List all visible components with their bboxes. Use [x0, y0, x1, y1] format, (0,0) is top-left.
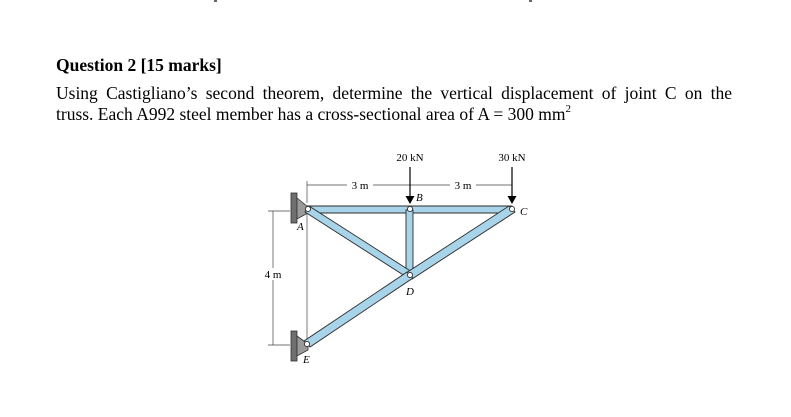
joint-label-b: B	[416, 192, 423, 204]
pin-d	[407, 272, 412, 277]
pin-e	[304, 341, 309, 346]
span-2-label: 3 m	[454, 180, 472, 192]
joint-label-e: E	[303, 354, 310, 366]
member-cd	[406, 206, 515, 279]
member-ad	[305, 206, 412, 278]
joint-label-c: C	[520, 206, 528, 218]
member-ab	[307, 206, 410, 213]
area-unit-superscript: 2	[565, 103, 571, 116]
truss-figure	[250, 145, 550, 375]
cropped-text-remnants	[0, 0, 791, 6]
question-text-line-2-body: truss. Each A992 steel member has a cross-sectional area of A = 300 mm	[56, 104, 566, 124]
load-label-c: 30 kN	[498, 152, 526, 164]
pin-a	[305, 206, 310, 211]
truss-diagram	[250, 145, 550, 375]
span-1-label: 3 m	[351, 180, 369, 192]
joint-label-d: D	[406, 286, 414, 298]
question-heading: Question 2 [15 marks]	[56, 55, 222, 75]
load-arrow-b	[406, 167, 415, 204]
member-bd	[406, 210, 413, 276]
pin-b	[407, 206, 412, 211]
load-label-b: 20 kN	[396, 152, 424, 164]
member-de	[304, 272, 413, 347]
height-label: 4 m	[264, 269, 282, 281]
joint-label-a: A	[297, 221, 304, 233]
member-bc	[410, 206, 512, 213]
question-text-line-2	[56, 104, 732, 125]
question-text-line-1: Using Castigliano’s second theorem, determine the vertical displacement of joint C on the	[56, 83, 732, 103]
load-arrow-c	[508, 167, 517, 204]
pin-c	[509, 206, 514, 211]
question-text	[56, 83, 732, 125]
